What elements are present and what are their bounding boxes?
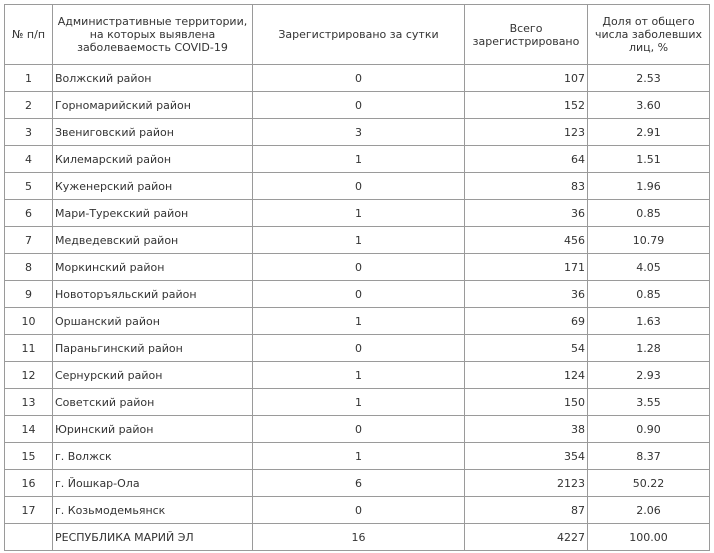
cell-share: 2.53 [588, 65, 710, 92]
cell-number: 10 [5, 308, 53, 335]
total-cell-share: 100.00 [588, 524, 710, 551]
total-cell-daily: 16 [253, 524, 465, 551]
table-row [5, 443, 710, 470]
header-row [5, 5, 710, 65]
cell-total: 64 [465, 146, 588, 173]
cell-number: 1 [5, 65, 53, 92]
table-row [5, 146, 710, 173]
cell-share: 0.85 [588, 281, 710, 308]
cell-territory: Юринский район [53, 416, 253, 443]
cell-share: 1.51 [588, 146, 710, 173]
cell-number: 13 [5, 389, 53, 416]
cell-territory: Звениговский район [53, 119, 253, 146]
cell-number: 5 [5, 173, 53, 200]
cell-daily: 3 [253, 119, 465, 146]
header-total: Всего зарегистрировано [465, 5, 588, 65]
cell-number: 9 [5, 281, 53, 308]
table-body [5, 65, 710, 551]
cell-daily: 0 [253, 173, 465, 200]
cell-daily: 0 [253, 335, 465, 362]
cell-total: 150 [465, 389, 588, 416]
covid-statistics-table [4, 4, 710, 551]
table-row [5, 470, 710, 497]
cell-territory: Новоторъяльский район [53, 281, 253, 308]
cell-territory: Сернурский район [53, 362, 253, 389]
cell-daily: 0 [253, 65, 465, 92]
cell-share: 2.06 [588, 497, 710, 524]
cell-daily: 1 [253, 146, 465, 173]
cell-daily: 0 [253, 416, 465, 443]
cell-total: 36 [465, 200, 588, 227]
total-cell-territory: РЕСПУБЛИКА МАРИЙ ЭЛ [53, 524, 253, 551]
cell-share: 1.28 [588, 335, 710, 362]
cell-number: 11 [5, 335, 53, 362]
cell-share: 3.55 [588, 389, 710, 416]
cell-share: 10.79 [588, 227, 710, 254]
cell-number: 12 [5, 362, 53, 389]
cell-total: 124 [465, 362, 588, 389]
cell-share: 1.63 [588, 308, 710, 335]
header-territory: Административные территории, на которых выявлена заболеваемость COVID-19 [53, 5, 253, 65]
table-row [5, 389, 710, 416]
cell-territory: Параньгинский район [53, 335, 253, 362]
cell-share: 3.60 [588, 92, 710, 119]
cell-territory: г. Козьмодемьянск [53, 497, 253, 524]
cell-total: 123 [465, 119, 588, 146]
cell-share: 0.90 [588, 416, 710, 443]
table-row [5, 362, 710, 389]
table-row [5, 335, 710, 362]
cell-share: 2.93 [588, 362, 710, 389]
cell-total: 107 [465, 65, 588, 92]
cell-daily: 1 [253, 200, 465, 227]
table-row [5, 281, 710, 308]
cell-territory: Волжский район [53, 65, 253, 92]
cell-daily: 1 [253, 443, 465, 470]
cell-share: 50.22 [588, 470, 710, 497]
cell-number: 6 [5, 200, 53, 227]
header-number: № п/п [5, 5, 53, 65]
cell-share: 8.37 [588, 443, 710, 470]
table-row [5, 65, 710, 92]
cell-total: 54 [465, 335, 588, 362]
header-daily: Зарегистрировано за сутки [253, 5, 465, 65]
cell-number: 2 [5, 92, 53, 119]
cell-territory: Куженерский район [53, 173, 253, 200]
cell-number: 17 [5, 497, 53, 524]
cell-territory: г. Йошкар-Ола [53, 470, 253, 497]
cell-total: 87 [465, 497, 588, 524]
total-cell-number [5, 524, 53, 551]
table-row [5, 497, 710, 524]
cell-total: 2123 [465, 470, 588, 497]
cell-total: 456 [465, 227, 588, 254]
cell-number: 15 [5, 443, 53, 470]
cell-total: 36 [465, 281, 588, 308]
table-row [5, 254, 710, 281]
cell-share: 1.96 [588, 173, 710, 200]
cell-number: 14 [5, 416, 53, 443]
table-header [5, 5, 710, 65]
cell-total: 69 [465, 308, 588, 335]
cell-daily: 1 [253, 362, 465, 389]
cell-territory: Горномарийский район [53, 92, 253, 119]
table-row [5, 200, 710, 227]
table-row [5, 308, 710, 335]
cell-share: 4.05 [588, 254, 710, 281]
cell-daily: 6 [253, 470, 465, 497]
cell-daily: 0 [253, 497, 465, 524]
cell-number: 8 [5, 254, 53, 281]
table-row [5, 173, 710, 200]
header-share: Доля от общего числа заболевших лиц, % [588, 5, 710, 65]
cell-share: 2.91 [588, 119, 710, 146]
cell-daily: 1 [253, 389, 465, 416]
cell-number: 7 [5, 227, 53, 254]
cell-daily: 0 [253, 92, 465, 119]
table-row [5, 227, 710, 254]
cell-number: 16 [5, 470, 53, 497]
cell-share: 0.85 [588, 200, 710, 227]
table-row [5, 416, 710, 443]
cell-territory: Килемарский район [53, 146, 253, 173]
cell-total: 83 [465, 173, 588, 200]
cell-number: 4 [5, 146, 53, 173]
cell-daily: 0 [253, 254, 465, 281]
cell-territory: Моркинский район [53, 254, 253, 281]
total-cell-total: 4227 [465, 524, 588, 551]
cell-number: 3 [5, 119, 53, 146]
total-row [5, 524, 710, 551]
cell-daily: 1 [253, 308, 465, 335]
cell-territory: Советский район [53, 389, 253, 416]
cell-total: 171 [465, 254, 588, 281]
cell-territory: Медведевский район [53, 227, 253, 254]
cell-daily: 1 [253, 227, 465, 254]
cell-total: 152 [465, 92, 588, 119]
cell-territory: Мари-Турекский район [53, 200, 253, 227]
table-row [5, 92, 710, 119]
table-row [5, 119, 710, 146]
cell-territory: г. Волжск [53, 443, 253, 470]
cell-territory: Оршанский район [53, 308, 253, 335]
cell-total: 38 [465, 416, 588, 443]
cell-total: 354 [465, 443, 588, 470]
cell-daily: 0 [253, 281, 465, 308]
